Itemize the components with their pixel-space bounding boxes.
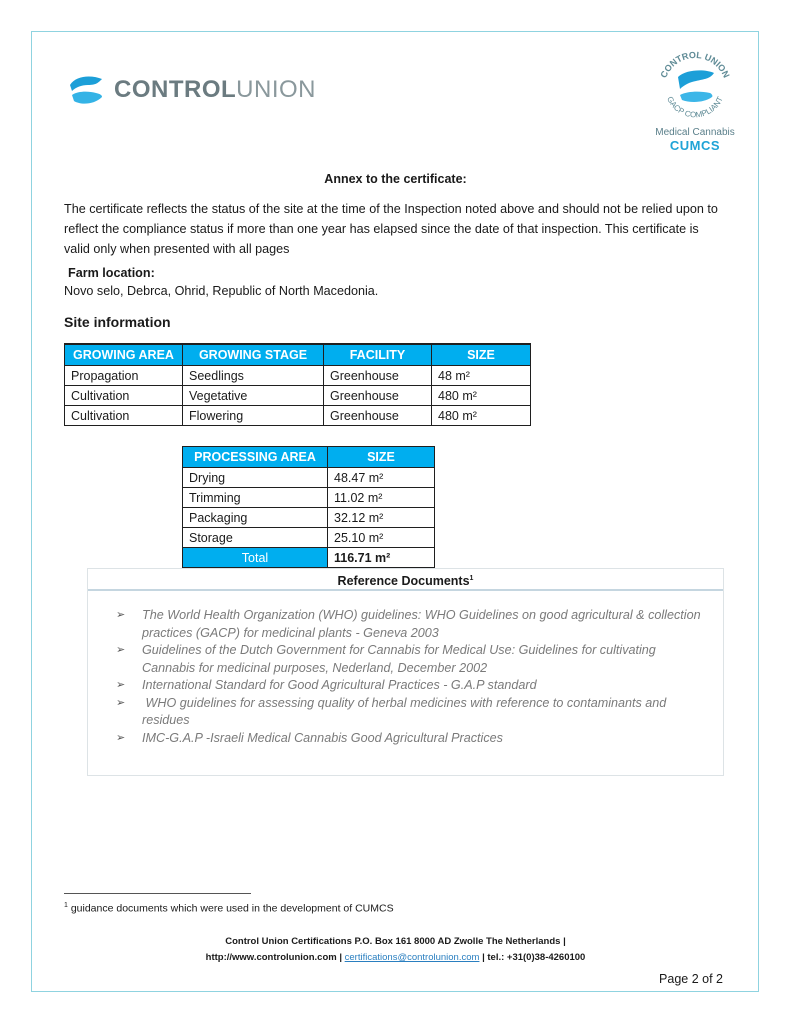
list-item: ➢ IMC-G.A.P -Israeli Medical Cannabis Good Agricultural Practices bbox=[116, 730, 706, 748]
company-address: Control Union Certifications P.O. Box 161 8000 AD Zwolle The Netherlands | bbox=[225, 936, 566, 947]
list-item: ➢ International Standard for Good Agricultural Practices - G.A.P standard bbox=[116, 677, 706, 695]
arrow-bullet-icon: ➢ bbox=[116, 696, 126, 709]
cell-size: 48.47 m² bbox=[328, 468, 435, 488]
badge-subtitle: Medical Cannabis bbox=[655, 127, 735, 138]
table-header-row bbox=[183, 447, 435, 468]
header-facility: FACILITY bbox=[324, 344, 432, 366]
total-label: Total bbox=[183, 548, 328, 568]
growing-area-table bbox=[64, 343, 531, 426]
header-growing-stage: GROWING STAGE bbox=[183, 344, 324, 366]
footnote-separator bbox=[64, 893, 251, 894]
svg-text:GACP COMPLIANT: GACP COMPLIANT bbox=[665, 95, 725, 120]
header-growing-area: GROWING AREA bbox=[65, 344, 183, 366]
cell-growing-area: Cultivation bbox=[65, 386, 183, 406]
header-size: SIZE bbox=[328, 447, 435, 468]
processing-area-table bbox=[182, 446, 435, 568]
table-row bbox=[183, 508, 435, 528]
arrow-bullet-icon: ➢ bbox=[116, 609, 126, 621]
logo-text-light: UNION bbox=[236, 76, 316, 103]
logo-text-bold: CONTROL bbox=[114, 76, 237, 103]
farm-location-value: Novo selo, Debrca, Ohrid, Republic of North Macedonia. bbox=[64, 284, 379, 298]
cell-processing-area: Drying bbox=[183, 468, 328, 488]
reference-documents-title: Reference Documents$^1$ bbox=[88, 569, 723, 591]
total-row bbox=[183, 548, 435, 568]
farm-location-label: Farm location: bbox=[68, 266, 155, 280]
cell-facility: Greenhouse bbox=[324, 406, 432, 426]
intro-paragraph: The certificate reflects the status of the site at the time of the Inspection noted above and should not be relied upon to reflect the compliance status if more than one year has elapsed since the date of that inspection. This certificate is valid only when presented with all pages bbox=[64, 202, 718, 256]
cell-facility: Greenhouse bbox=[324, 366, 432, 386]
gacp-seal-icon bbox=[650, 45, 740, 127]
cell-facility: Greenhouse bbox=[324, 386, 432, 406]
arrow-bullet-icon: ➢ bbox=[116, 731, 126, 744]
footnote-text: guidance documents which were used in the development of CUMCS bbox=[67, 902, 394, 915]
list-item: ➢ WHO guidelines for assessing quality of herbal medicines with reference to contaminants and residues bbox=[116, 695, 670, 727]
gacp-compliant-badge bbox=[645, 45, 745, 160]
cell-growing-stage: Flowering bbox=[183, 406, 324, 426]
cell-processing-area: Packaging bbox=[183, 508, 328, 528]
control-union-logo bbox=[66, 70, 316, 110]
email-link[interactable]: certifications@controlunion.com bbox=[344, 952, 480, 963]
annex-title: Annex to the certificate: bbox=[324, 172, 467, 186]
cell-growing-area: Cultivation bbox=[65, 406, 183, 426]
cell-size: 25.10 m² bbox=[328, 528, 435, 548]
table-row bbox=[65, 386, 531, 406]
company-footer: Control Union Certifications P.O. Box 161 8000 AD Zwolle The Netherlands | http://www.controlunion.com | certifications@controlunion.com | tel.: +31(0)38-4260100 bbox=[0, 934, 791, 966]
cell-size: 32.12 m² bbox=[328, 508, 435, 528]
table-row bbox=[65, 366, 531, 386]
site-information-heading: Site information bbox=[64, 314, 171, 330]
reference-list bbox=[116, 607, 706, 747]
footnote bbox=[64, 902, 394, 915]
phone-text: tel.: +31(0)38-4260100 bbox=[487, 952, 586, 963]
cell-size: 48 m² bbox=[432, 366, 531, 386]
table-row bbox=[65, 406, 531, 426]
cell-growing-area: Propagation bbox=[65, 366, 183, 386]
page-number: Page 2 of 2 bbox=[659, 972, 723, 986]
footnote-number: 1 bbox=[64, 902, 68, 909]
website-text: http://www.controlunion.com bbox=[205, 952, 337, 963]
cell-size: 480 m² bbox=[432, 386, 531, 406]
table-row bbox=[183, 528, 435, 548]
table-header-row bbox=[65, 344, 531, 366]
reference-documents-box bbox=[87, 568, 724, 776]
list-item: ➢ The World Health Organization (WHO) guidelines: WHO Guidelines on good agricultural & collection practices (GACP) for medicinal plants - Geneva 2003 bbox=[116, 608, 701, 640]
list-item: ➢ Guidelines of the Dutch Government for Cannabis for Medical Use: Guidelines for cultivating Cannabis for medicinal purposes, Nederland, December 2002 bbox=[116, 643, 656, 675]
header-size: SIZE bbox=[432, 344, 531, 366]
table-row bbox=[183, 488, 435, 508]
cell-size: 480 m² bbox=[432, 406, 531, 426]
arrow-bullet-icon: ➢ bbox=[116, 679, 126, 691]
total-value: 116.71 m² bbox=[328, 548, 435, 568]
table-row bbox=[183, 468, 435, 488]
cell-size: 11.02 m² bbox=[328, 488, 435, 508]
cell-processing-area: Storage bbox=[183, 528, 328, 548]
header-processing-area: PROCESSING AREA bbox=[183, 447, 328, 468]
cell-growing-stage: Vegetative bbox=[183, 386, 324, 406]
svg-text:CONTROL UNION: CONTROL UNION bbox=[658, 49, 732, 80]
footnote-marker: 1 bbox=[469, 575, 474, 582]
wave-logo-icon bbox=[66, 71, 106, 109]
badge-code: CUMCS bbox=[669, 138, 721, 153]
arrow-bullet-icon: ➢ bbox=[116, 644, 126, 656]
cell-growing-stage: Seedlings bbox=[183, 366, 324, 386]
cell-processing-area: Trimming bbox=[183, 488, 328, 508]
